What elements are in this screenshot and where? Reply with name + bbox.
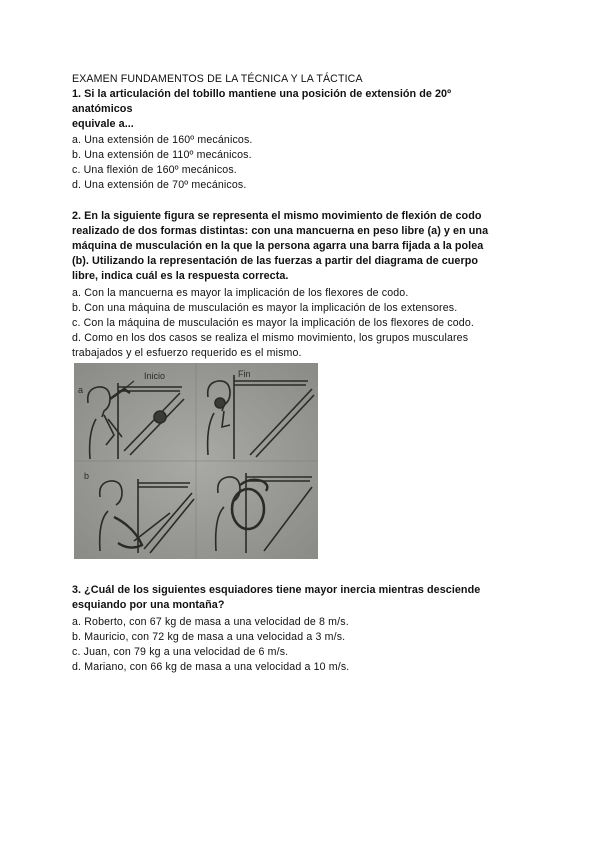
question-2-line-3: máquina de musculación en la que la persona agarra una barra fijada a la polea	[72, 240, 484, 252]
question-2-line-1: 2. En la siguiente figura se representa el mismo movimiento de flexión de codo	[72, 210, 482, 222]
question-1-option-d: d. Una extensión de 70º mecánicos.	[72, 179, 247, 191]
exam-title: EXAMEN FUNDAMENTOS DE LA TÉCNICA Y LA TÁCTICA	[72, 73, 363, 85]
figure-label-inicio: Inicio	[144, 371, 166, 381]
question-2-option-c: c. Con la máquina de musculación es mayor la implicación de los flexores de codo.	[72, 317, 474, 329]
question-2-option-d-continued: trabajados y el esfuerzo requerido es el mismo.	[72, 347, 302, 359]
question-3-line-2: esquiando por una montaña?	[72, 599, 225, 611]
elbow-flexion-figure	[74, 363, 318, 559]
figure-label-fin: Fin	[238, 369, 251, 379]
question-1-line-1: 1. Si la articulación del tobillo mantiene una posición de extensión de 20º	[72, 88, 452, 100]
question-2-line-5: libre, indica cuál es la respuesta correcta.	[72, 270, 289, 282]
question-3-option-a: a. Roberto, con 67 kg de masa a una velocidad de 8 m/s.	[72, 616, 349, 628]
question-1-option-a: a. Una extensión de 160º mecánicos.	[72, 134, 253, 146]
question-2-option-b: b. Con una máquina de musculación es mayor la implicación de los extensores.	[72, 302, 458, 314]
question-3-option-d: d. Mariano, con 66 kg de masa a una velocidad a 10 m/s.	[72, 661, 350, 673]
question-1-option-c: c. Una flexión de 160º mecánicos.	[72, 164, 237, 176]
question-2-line-4: (b). Utilizando la representación de las fuerzas a partir del diagrama de cuerpo	[72, 255, 478, 267]
question-2-option-a: a. Con la mancuerna es mayor la implicación de los flexores de codo.	[72, 287, 409, 299]
elbow-flexion-illustration	[74, 363, 318, 559]
question-1-line-3: equivale a...	[72, 118, 134, 130]
figure-label-a: a	[78, 385, 84, 395]
question-1-option-b: b. Una extensión de 110º mecánicos.	[72, 149, 252, 161]
figure-label-b: b	[84, 471, 90, 481]
question-3-option-c: c. Juan, con 79 kg a una velocidad de 6 m/s.	[72, 646, 289, 658]
question-2-option-d: d. Como en los dos casos se realiza el mismo movimiento, los grupos musculares	[72, 332, 469, 344]
question-3-line-1: 3. ¿Cuál de los siguientes esquiadores tiene mayor inercia mientras desciende	[72, 584, 481, 596]
question-1-line-2: anatómicos	[72, 103, 133, 115]
question-3-option-b: b. Mauricio, con 72 kg de masa a una velocidad a 3 m/s.	[72, 631, 346, 643]
question-2-line-2: realizado de dos formas distintas: con una mancuerna en peso libre (a) y en una	[72, 225, 489, 237]
